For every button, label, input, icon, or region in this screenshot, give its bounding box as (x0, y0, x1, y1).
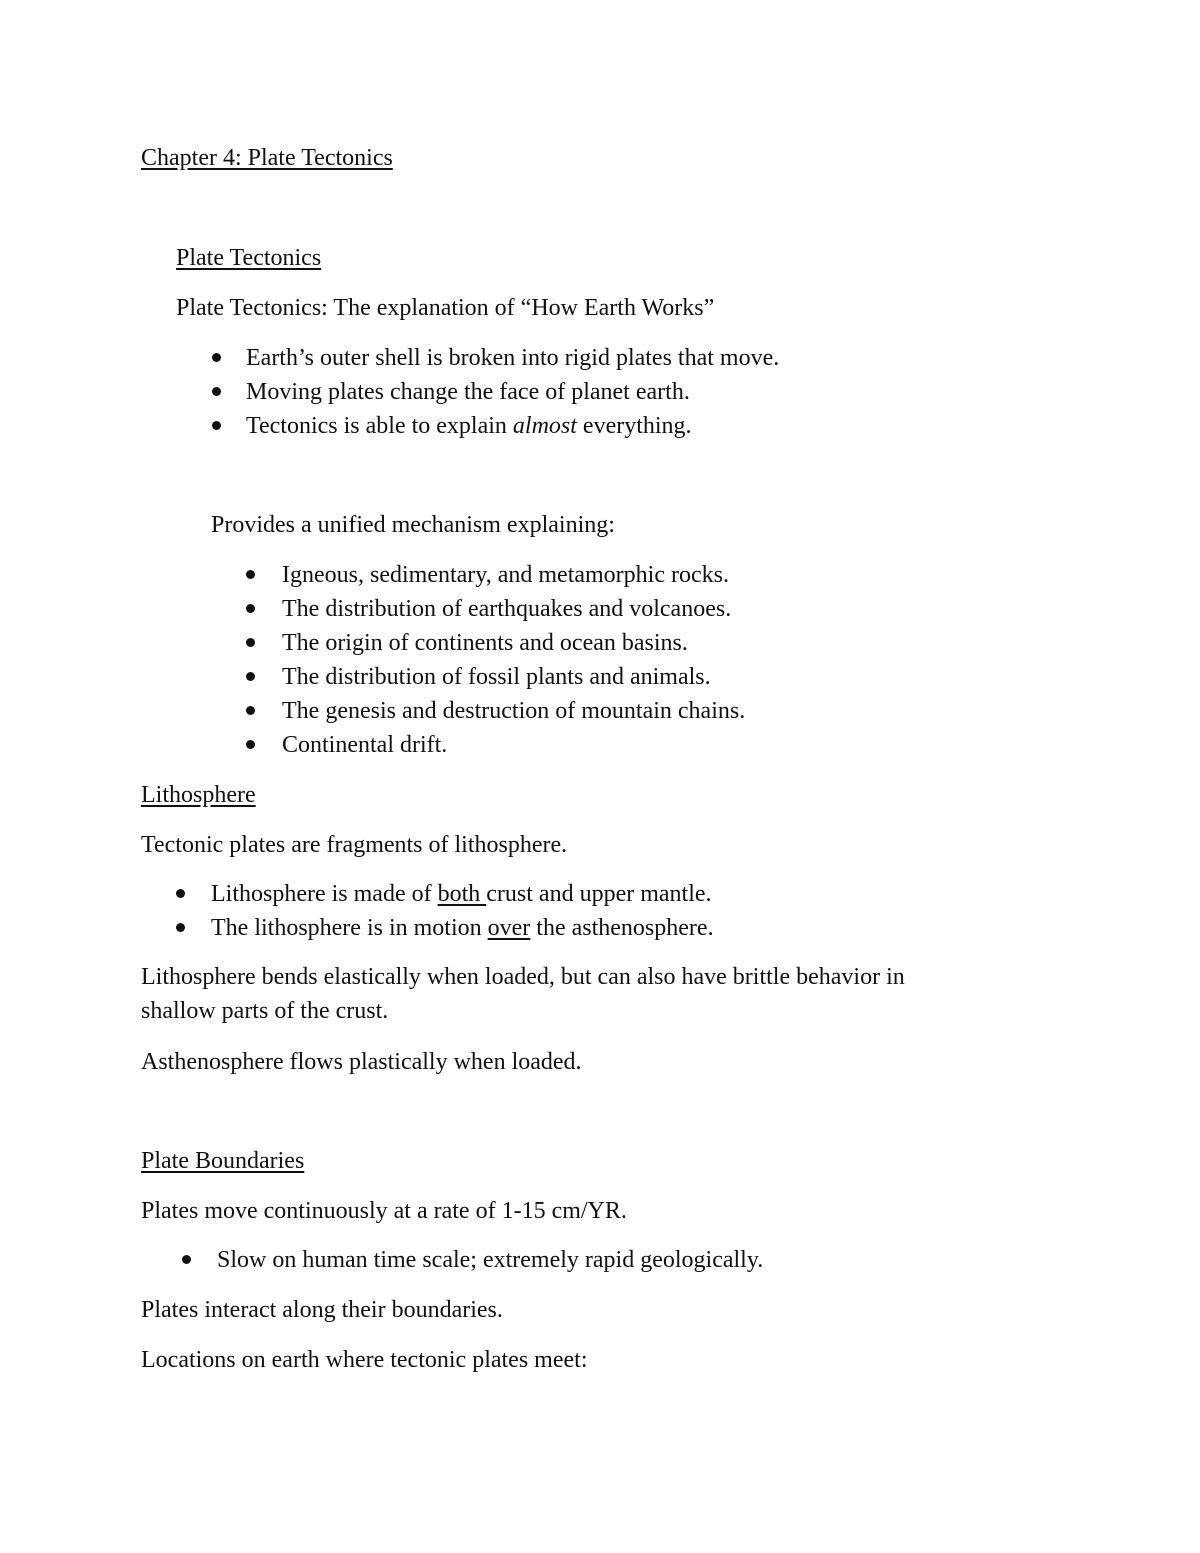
list-item: The distribution of earthquakes and volcanoes. (282, 596, 732, 622)
list-item: Igneous, sedimentary, and metamorphic rocks. (282, 562, 729, 588)
bullet-dot (246, 604, 255, 613)
text-run: the asthenosphere. (530, 915, 714, 941)
chapter-title: Chapter 4: Plate Tectonics (141, 145, 393, 171)
underlined-emphasis: both (437, 881, 487, 907)
section-heading-plate-boundaries: Plate Boundaries (141, 1148, 305, 1174)
bullet-dot (246, 740, 255, 749)
section-heading-lithosphere: Lithosphere (141, 782, 256, 808)
list-item: The origin of continents and ocean basins. (282, 630, 688, 656)
list-item: The distribution of fossil plants and animals. (282, 664, 711, 690)
list-item: The genesis and destruction of mountain chains. (282, 698, 746, 724)
plates-interact-text: Plates interact along their boundaries. (141, 1297, 503, 1323)
underlined-emphasis: over (487, 915, 531, 941)
bullet-dot (246, 570, 255, 579)
locations-text: Locations on earth where tectonic plates meet: (141, 1347, 588, 1373)
text-run: everything. (576, 413, 692, 439)
text-run: crust and upper mantle. (486, 881, 712, 907)
plate-tectonics-definition: Plate Tectonics: The explanation of “How Earth Works” (176, 295, 715, 321)
bullet-dot (176, 923, 185, 932)
asthenosphere-paragraph: Asthenosphere flows plastically when loaded. (141, 1049, 582, 1075)
list-item (246, 411, 692, 441)
bullet-dot (246, 638, 255, 647)
list-item: Slow on human time scale; extremely rapid geologically. (217, 1247, 764, 1273)
text-run: The lithosphere is in motion (211, 915, 488, 941)
list-item (211, 879, 712, 909)
italic-emphasis: almost (512, 413, 577, 439)
section-heading-plate-tectonics: Plate Tectonics (176, 245, 322, 271)
bullet-dot (176, 889, 185, 898)
bullet-dot (212, 353, 221, 362)
bullet-dot (246, 672, 255, 681)
bullet-dot (182, 1255, 191, 1264)
list-item (211, 913, 714, 943)
lithosphere-paragraph-line-1: Lithosphere bends elastically when loaded, but can also have brittle behavior in (141, 964, 905, 990)
list-item: Moving plates change the face of planet earth. (246, 379, 690, 405)
bullet-dot (246, 706, 255, 715)
bullet-dot (212, 387, 221, 396)
lithosphere-paragraph-line-2: shallow parts of the crust. (141, 998, 389, 1024)
text-run: Tectonics is able to explain (246, 413, 513, 439)
text-run: Lithosphere is made of (211, 881, 438, 907)
mechanism-intro: Provides a unified mechanism explaining: (211, 512, 615, 538)
lithosphere-intro: Tectonic plates are fragments of lithosphere. (141, 832, 568, 858)
bullet-dot (212, 421, 221, 430)
list-item: Continental drift. (282, 732, 448, 758)
plate-movement-rate: Plates move continuously at a rate of 1-15 cm/YR. (141, 1198, 627, 1224)
list-item: Earth’s outer shell is broken into rigid plates that move. (246, 345, 780, 371)
